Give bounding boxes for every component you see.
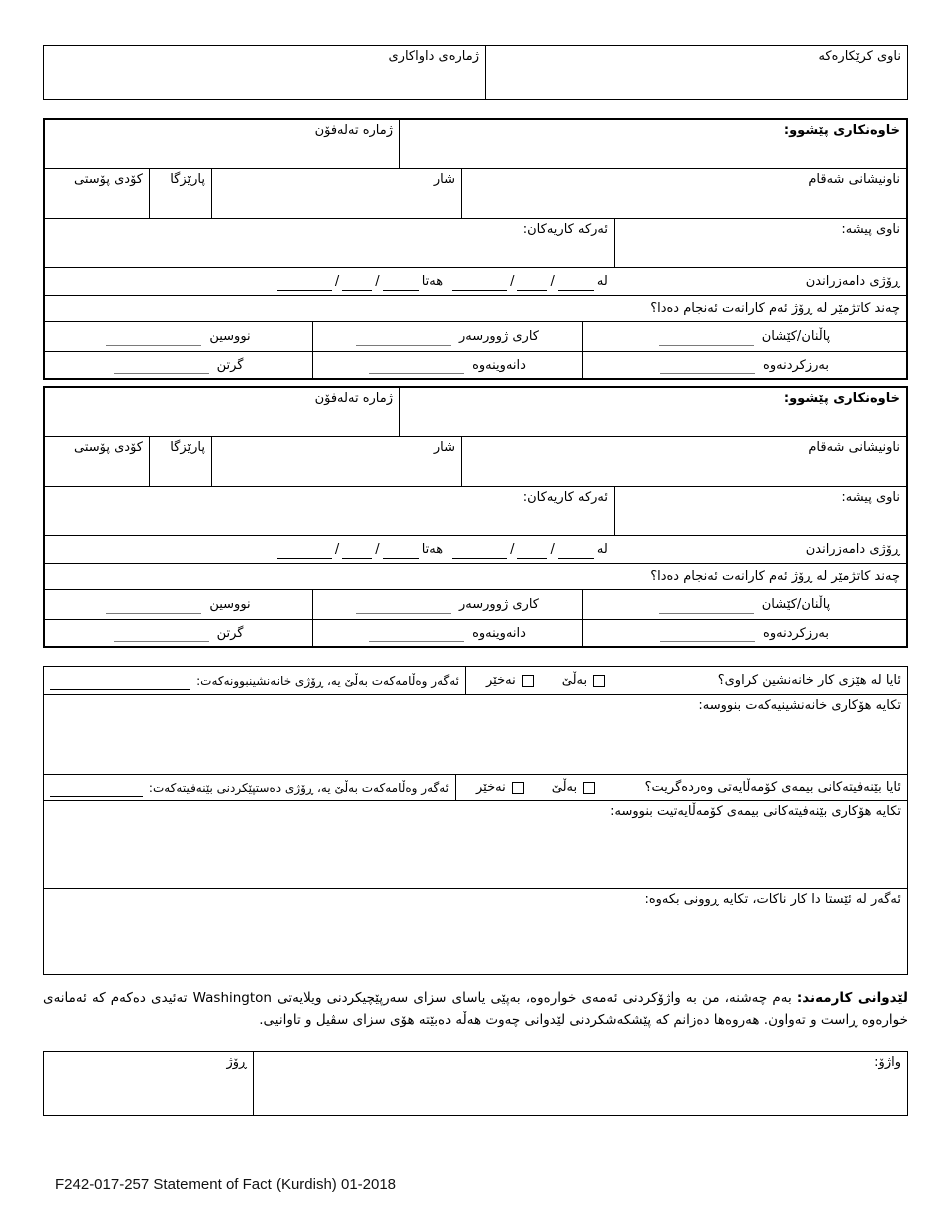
slash: / bbox=[334, 542, 340, 557]
retired-yes-checkbox[interactable] bbox=[593, 675, 605, 687]
activity-push-pull bbox=[583, 322, 906, 351]
employer-name-field[interactable] bbox=[400, 120, 906, 168]
activity-label: پاڵنان/کێشان bbox=[761, 329, 831, 344]
date-blank[interactable] bbox=[277, 545, 332, 559]
job-title-label: ناوی پیشە: bbox=[841, 222, 900, 237]
signature-date-label: ڕۆژ bbox=[226, 1055, 247, 1070]
hours-blank[interactable] bbox=[659, 600, 754, 614]
activity-label: گرتن bbox=[216, 357, 244, 373]
job-duties-label: ئەرکە کاریەکان: bbox=[522, 490, 608, 505]
until-label: هەتا bbox=[421, 274, 444, 289]
date-blank[interactable] bbox=[558, 545, 594, 559]
slash: / bbox=[334, 274, 340, 289]
until-label: هەتا bbox=[421, 542, 444, 557]
benefits-reason-label: تکایە هۆکاری بێنەفیتەکانی بیمەی کۆمەڵایەتیت بنووسە: bbox=[610, 804, 901, 819]
date-blank[interactable] bbox=[517, 277, 547, 291]
social-security-question-label: ئایا بێنەفیتەکانی بیمەی کۆمەڵایەتی وەردەگریت؟ bbox=[644, 780, 901, 795]
ss-no-option bbox=[476, 780, 524, 795]
signature-date-field[interactable] bbox=[44, 1052, 254, 1115]
employer-phone-field[interactable] bbox=[45, 120, 400, 168]
hours-question-label: چەند کاتژمێر لە ڕۆژ ئەم کارانەت ئەنجام دەدا؟ bbox=[650, 301, 900, 316]
date-blank[interactable] bbox=[517, 545, 547, 559]
retired-yes-option bbox=[562, 673, 605, 688]
ss-yes-checkbox[interactable] bbox=[583, 782, 595, 794]
job-title-field[interactable] bbox=[615, 219, 906, 267]
activity-label: کاری ژوورسەر bbox=[459, 597, 539, 612]
date-blank[interactable] bbox=[558, 277, 594, 291]
zip-code-label: کۆدی پۆستی bbox=[74, 440, 143, 455]
signature-field[interactable] bbox=[254, 1052, 907, 1115]
activities-row-1 bbox=[45, 321, 906, 351]
yes-label: بەڵێ bbox=[551, 780, 578, 795]
hire-date-label: ڕۆژی دامەزراندن bbox=[805, 274, 900, 289]
slash: / bbox=[550, 542, 555, 557]
no-label: نەخێر bbox=[476, 780, 506, 795]
date-blank[interactable] bbox=[277, 277, 332, 291]
retired-no-checkbox[interactable] bbox=[522, 675, 534, 687]
job-duties-field[interactable] bbox=[45, 219, 615, 267]
activity-lifting bbox=[583, 620, 906, 646]
previous-employer-label: خاوەنکاری پێشوو: bbox=[783, 391, 900, 406]
hours-blank[interactable] bbox=[106, 600, 201, 614]
street-address-field[interactable] bbox=[462, 169, 906, 218]
zip-code-label: کۆدی پۆستی bbox=[74, 172, 143, 187]
from-label: لە bbox=[596, 542, 608, 557]
retired-question-label: ئایا لە هێزی کار خانەنشین کراوی؟ bbox=[717, 673, 901, 688]
hire-date-label: ڕۆژی دامەزراندن bbox=[805, 542, 900, 557]
social-security-question-area bbox=[456, 775, 907, 800]
activity-lifting bbox=[583, 352, 906, 378]
hours-blank[interactable] bbox=[356, 332, 451, 346]
zip-code-field[interactable] bbox=[45, 437, 150, 486]
street-address-label: ناونیشانی شەقام bbox=[808, 172, 900, 187]
date-blank[interactable] bbox=[452, 545, 507, 559]
employment-dates-row bbox=[45, 267, 906, 295]
hours-question-label: چەند کاتژمێر لە ڕۆژ ئەم کارانەت ئەنجام دەدا؟ bbox=[650, 569, 900, 584]
activity-label: نووسین bbox=[209, 329, 251, 344]
retired-question-row bbox=[44, 667, 907, 694]
activities-row-2 bbox=[45, 351, 906, 378]
worker-name-label: ناوی کرێکارەکە bbox=[818, 49, 901, 64]
ss-if-yes-label: ئەگەر وەڵامەکەت بەڵێ یە، ڕۆژی دەستپێکردنی بێنەفیتەکەت: bbox=[148, 780, 449, 795]
worker-name-field[interactable] bbox=[486, 46, 907, 99]
employer-name-row bbox=[45, 388, 906, 436]
activities-row-2 bbox=[45, 619, 906, 646]
not-working-field[interactable] bbox=[44, 889, 907, 974]
slash: / bbox=[510, 542, 515, 557]
retired-no-option bbox=[486, 673, 534, 688]
job-duties-field[interactable] bbox=[45, 487, 615, 535]
activity-label: بەرزکردنەوە bbox=[763, 625, 829, 641]
employer-name-row bbox=[45, 120, 906, 168]
declaration-text: بەم چەشنە، من بە واژۆکردنی ئەمەی خوارەوە، بەپێی یاسای سزای سەرپێچیکردنی ویلایەتی Washington تەئیدی دەکەم کە ئەمانەی خوارەوە ڕاست و تەواون. هەروەها دەزانم کە پێشکەشکردنی لێدوانی چەوت هەڵە دەبێتە هۆی سزای سڤیل و تاوانیی. bbox=[43, 990, 908, 1028]
activity-overhead-work bbox=[313, 590, 583, 619]
street-address-label: ناونیشانی شەقام bbox=[808, 440, 900, 455]
date-blank[interactable] bbox=[452, 277, 507, 291]
employer-address-row bbox=[45, 436, 906, 486]
employer-job-row bbox=[45, 486, 906, 535]
city-field[interactable] bbox=[212, 437, 462, 486]
job-title-label: ناوی پیشە: bbox=[841, 490, 900, 505]
job-duties-label: ئەرکە کاریەکان: bbox=[522, 222, 608, 237]
benefit-start-date-field[interactable] bbox=[50, 783, 143, 797]
zip-code-field[interactable] bbox=[45, 169, 150, 218]
employer-phone-field[interactable] bbox=[45, 388, 400, 436]
signature-label: واژۆ: bbox=[874, 1055, 901, 1070]
activity-label: گرتن bbox=[216, 625, 244, 641]
phone-number-label: ژمارە تەلەفۆن bbox=[314, 391, 393, 406]
previous-employer-block-1 bbox=[43, 118, 908, 380]
declaration-lead: لێدوانی کارمەند: bbox=[796, 990, 909, 1006]
county-label: پارێزگا bbox=[170, 172, 205, 187]
hours-question-row bbox=[45, 295, 906, 321]
date-blank[interactable] bbox=[383, 545, 419, 559]
activity-writing bbox=[45, 590, 313, 619]
slash: / bbox=[375, 542, 380, 557]
form-number-footer: F242-017-257 Statement of Fact (Kurdish) 01-2018 bbox=[55, 1176, 397, 1193]
employer-job-row bbox=[45, 218, 906, 267]
activity-label: کاری ژوورسەر bbox=[459, 329, 539, 344]
date-blank[interactable] bbox=[342, 545, 372, 559]
hours-blank[interactable] bbox=[114, 360, 209, 374]
hours-question-row bbox=[45, 563, 906, 589]
activity-label: نووسین bbox=[209, 597, 251, 612]
activity-label: پاڵنان/کێشان bbox=[761, 597, 831, 612]
activity-overhead-work bbox=[313, 322, 583, 351]
retired-if-yes-label: ئەگەر وەڵامەکەت بەڵێ یە، ڕۆژی خانەنشینبوونەکەت: bbox=[196, 673, 459, 688]
county-field[interactable] bbox=[150, 169, 212, 218]
social-security-question-row bbox=[44, 774, 907, 800]
hours-blank[interactable] bbox=[660, 628, 755, 642]
not-working-label: ئەگەر لە ئێستا دا کار ناکات، تکایە ڕوونی بکەوە: bbox=[644, 892, 901, 907]
employment-dates-fields bbox=[237, 274, 608, 289]
county-label: پارێزگا bbox=[170, 440, 205, 455]
job-title-field[interactable] bbox=[615, 487, 906, 535]
benefits-reason-field[interactable] bbox=[44, 801, 907, 888]
activity-grasping bbox=[45, 352, 313, 378]
retirement-date-field[interactable] bbox=[50, 676, 190, 690]
activities-row-1 bbox=[45, 589, 906, 619]
ss-yes-option bbox=[552, 780, 595, 795]
activity-grasping bbox=[45, 620, 313, 646]
phone-number-label: ژمارە تەلەفۆن bbox=[314, 123, 393, 138]
retirement-reason-label: تکایە هۆکاری خانەنشینیەکەت بنووسە: bbox=[698, 698, 901, 713]
employer-address-row bbox=[45, 168, 906, 218]
employment-dates-row bbox=[45, 535, 906, 563]
activity-push-pull bbox=[583, 590, 906, 619]
hours-blank[interactable] bbox=[660, 360, 755, 374]
date-blank[interactable] bbox=[342, 277, 372, 291]
hours-blank[interactable] bbox=[659, 332, 754, 346]
hours-blank[interactable] bbox=[369, 360, 464, 374]
date-blank[interactable] bbox=[383, 277, 419, 291]
from-label: لە bbox=[596, 274, 608, 289]
retirement-reason-field[interactable] bbox=[44, 695, 907, 774]
previous-employer-block-2 bbox=[43, 386, 908, 648]
employment-dates-fields bbox=[237, 542, 608, 557]
hours-blank[interactable] bbox=[356, 600, 451, 614]
retired-question-area bbox=[466, 667, 907, 694]
activity-bending bbox=[313, 620, 583, 646]
city-label: شار bbox=[433, 440, 455, 455]
city-field[interactable] bbox=[212, 169, 462, 218]
employer-name-field[interactable] bbox=[400, 388, 906, 436]
county-field[interactable] bbox=[150, 437, 212, 486]
slash: / bbox=[375, 274, 380, 289]
activity-label: دانەوینەوە bbox=[472, 625, 526, 641]
previous-employer-label: خاوەنکاری پێشوو: bbox=[783, 123, 900, 138]
benefit-start-date-area bbox=[44, 775, 456, 800]
slash: / bbox=[550, 274, 555, 289]
questions-box bbox=[43, 666, 908, 975]
slash: / bbox=[510, 274, 515, 289]
worker-claim-box bbox=[43, 45, 908, 100]
activity-bending bbox=[313, 352, 583, 378]
claim-number-label: ژمارەی داواکاری bbox=[388, 49, 479, 64]
hours-blank[interactable] bbox=[369, 628, 464, 642]
activity-label: دانەوینەوە bbox=[472, 357, 526, 373]
signature-box bbox=[43, 1051, 908, 1116]
activity-writing bbox=[45, 322, 313, 351]
city-label: شار bbox=[433, 172, 455, 187]
benefits-reason-row bbox=[44, 800, 907, 888]
claim-number-field[interactable] bbox=[44, 46, 486, 99]
yes-label: بەڵێ bbox=[561, 673, 588, 688]
retirement-date-area bbox=[44, 667, 466, 694]
retirement-reason-row bbox=[44, 694, 907, 774]
no-label: نەخێر bbox=[486, 673, 516, 688]
activity-label: بەرزکردنەوە bbox=[763, 357, 829, 373]
hours-blank[interactable] bbox=[114, 628, 209, 642]
hours-blank[interactable] bbox=[106, 332, 201, 346]
ss-no-checkbox[interactable] bbox=[512, 782, 524, 794]
employee-declaration bbox=[43, 988, 908, 1031]
street-address-field[interactable] bbox=[462, 437, 906, 486]
not-working-row bbox=[44, 888, 907, 974]
